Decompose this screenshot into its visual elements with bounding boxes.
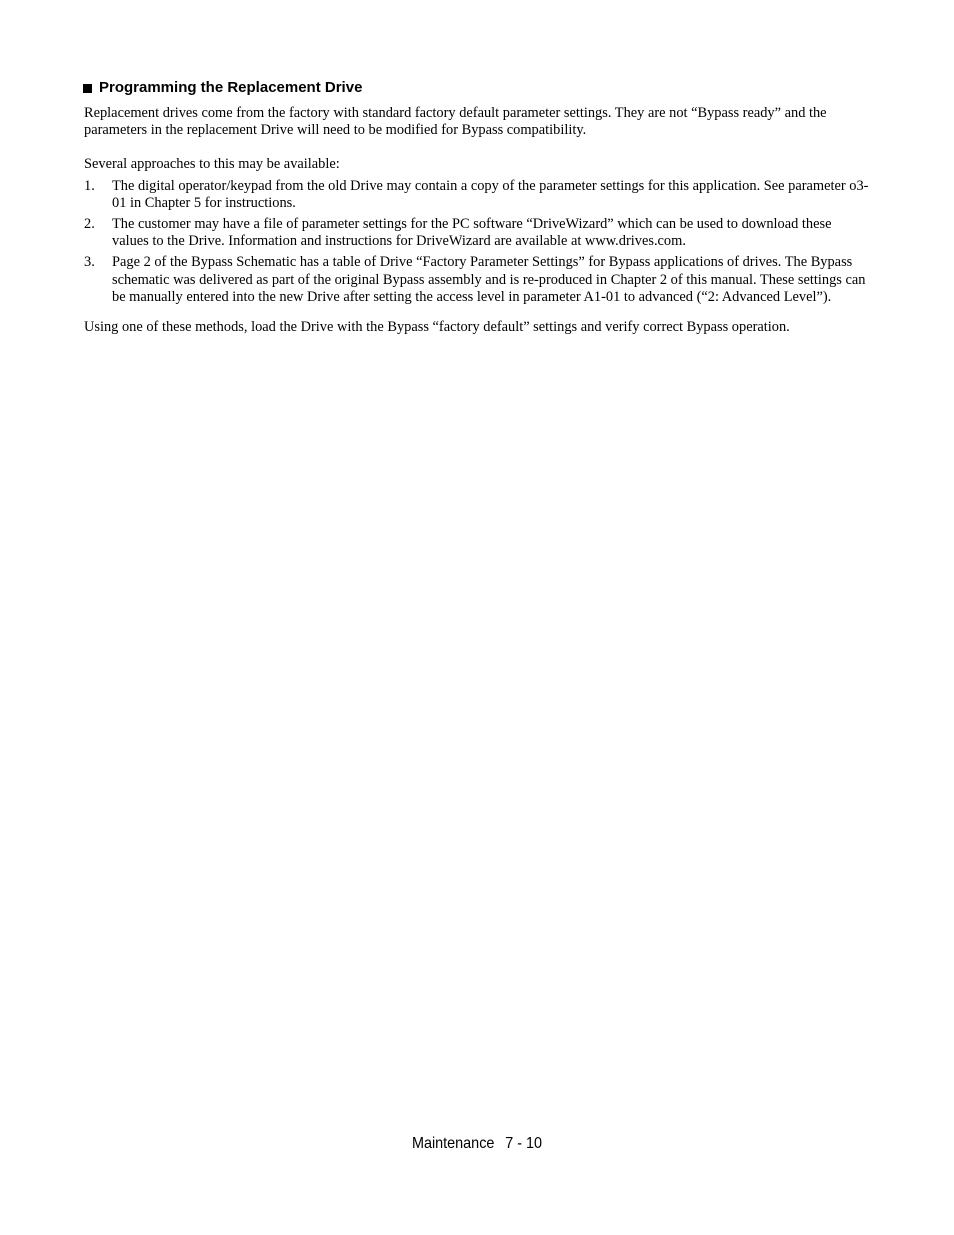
list-item (84, 254, 870, 306)
closing-paragraph: Using one of these methods, load the Drive with the Bypass “factory default” settings and verify correct Bypass operation. (84, 319, 790, 336)
list-item-number: 3. (84, 254, 95, 271)
list-item-number: 1. (84, 177, 95, 194)
list-item (84, 216, 870, 250)
page-footer (48, 1134, 907, 1154)
list-item (84, 178, 870, 212)
list-item-text: Page 2 of the Bypass Schematic has a table of Drive “Factory Parameter Settings” for Bypass applications of drives. The Bypass schematic was delivered as part of the original Bypass assembly and is re-produced in Chapter 2 of this manual. These settings can be manually entered into the new Drive after setting the access level in parameter A1-01 to advanced (“2: Advanced Level”). (112, 254, 866, 305)
approaches-list (84, 178, 870, 306)
list-lead-paragraph: Several approaches to this may be available: (84, 156, 340, 173)
footer-page-number: 7 - 10 (505, 1135, 543, 1152)
list-item-number: 2. (84, 216, 95, 233)
intro-paragraph: Replacement drives come from the factory with standard factory default parameter settings. They are not “Bypass ready” and the parameters in the replacement Drive will need to be modified for Bypass compatibility. (84, 105, 827, 139)
section-heading-text: Programming the Replacement Drive (99, 79, 363, 96)
footer-chapter: Maintenance (411, 1135, 495, 1152)
list-item-text: The customer may have a file of parameter settings for the PC software “DriveWizard” which can be used to download these values to the Drive. Information and instructions for DriveWizard are available at www.drives.com. (112, 216, 832, 250)
document-page (84, 78, 870, 336)
list-item-text: The digital operator/keypad from the old Drive may contain a copy of the parameter settings for this application. See parameter o3-01 in Chapter 5 for instructions. (112, 177, 869, 211)
square-bullet-icon (83, 84, 92, 93)
section-heading (83, 78, 870, 98)
